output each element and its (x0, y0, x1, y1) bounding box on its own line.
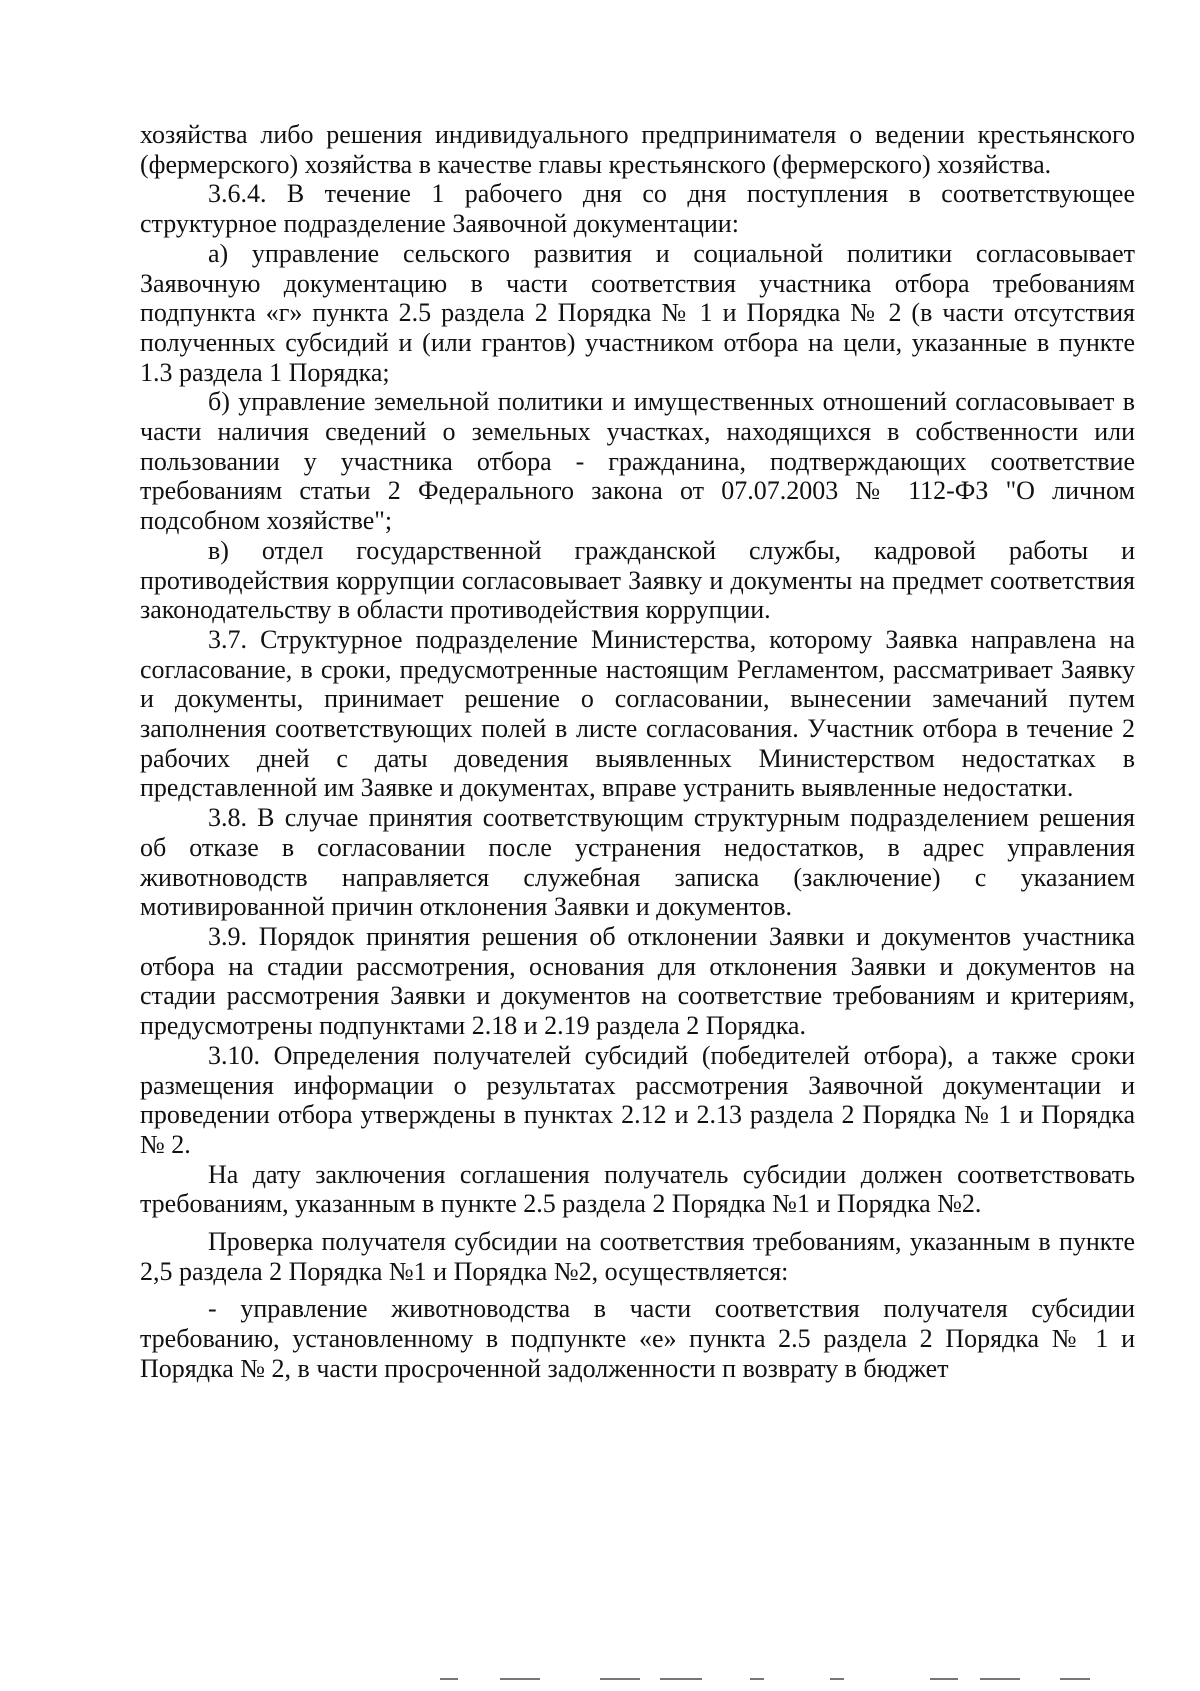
paragraph-3-10: 3.10. Определения получателей субсидий (победителей отбора), а также сроки размещения информации о результатах рассмотрения Заявочной документации и проведении отбора утверждены в пунктах 2.12 и 2.13 раздела 2 Порядка № 1 и Порядка № 2. (140, 1040, 1135, 1159)
paragraph-agreement-date: На дату заключения соглашения получатель субсидии должен соответствовать требованиям, указанным в пункте 2.5 раздела 2 Порядка №1 и Порядка №2. (140, 1159, 1135, 1219)
paragraph-verification: Проверка получателя субсидии на соответствия требованиям, указанным в пункте 2,5 раздела 2 Порядка №1 и Порядка №2, осуществляется: (140, 1227, 1135, 1286)
paragraph-livestock-department: - управление животноводства в части соответствия получателя субсидии требованию, установленному в подпункте «е» пункта 2.5 раздела 2 Порядка № 1 и Порядка № 2, в части просроченной задолженности п возврату в бюджет (140, 1294, 1135, 1383)
paragraph-item-a: а) управление сельского развития и социальной политики согласовывает Заявочную документацию в части соответствия участника отбора требованиям подпункта «г» пункта 2.5 раздела 2 Порядка № 1 и Порядка № 2 (в части отсутствия полученных субсидий и (или грантов) участником отбора на цели, указанные в пункте 1.3 раздела 1 Порядка; (140, 238, 1135, 387)
paragraph-continuation: хозяйства либо решения индивидуального предпринимателя о ведении крестьянского (фермерского) хозяйства в качестве главы крестьянского (фермерского) хозяйства. (140, 120, 1135, 179)
paragraph-3-8: 3.8. В случае принятия соответствующим структурным подразделением решения об отказе в согласовании после устранения недостатков, в адрес управления животноводств направляется служебная записка (заключение) с указанием мотивированной причин отклонения Заявки и документов. (140, 803, 1135, 922)
paragraph-3-6-4: 3.6.4. В течение 1 рабочего дня со дня поступления в соответствующее структурное подразделение Заявочной документации: (140, 179, 1135, 239)
paragraph-item-b: б) управление земельной политики и имущественных отношений согласовывает в части наличия сведений о земельных участках, находящихся в собственности или пользовании у участника отбора - гражданина, подтверждающих соответствие требованиям статьи 2 Федерального закона от 07.07.2003 № 112-ФЗ "О личном подсобном хозяйстве"; (140, 387, 1135, 536)
document-page (140, 120, 1135, 1384)
paragraph-item-v: в) отдел государственной гражданской службы, кадровой работы и противодействия коррупции согласовывает Заявку и документы на предмет соответствия законодательству в области противодействия коррупции. (140, 535, 1135, 625)
scan-artifact-marks (440, 1678, 1140, 1684)
paragraph-3-9: 3.9. Порядок принятия решения об отклонении Заявки и документов участника отбора на стадии рассмотрения, основания для отклонения Заявки и документов на стадии рассмотрения Заявки и документов на соответствие требованиям и критериям, предусмотрены подпунктами 2.18 и 2.19 раздела 2 Порядка. (140, 921, 1135, 1041)
paragraph-3-7: 3.7. Структурное подразделение Министерства, которому Заявка направлена на согласование, в сроки, предусмотренные настоящим Регламентом, рассматривает Заявку и документы, принимает решение о согласовании, вынесении замечаний путем заполнения соответствующих полей в листе согласования. Участник отбора в течение 2 рабочих дней с даты доведения выявленных Министерством недостатках в представленной им Заявке и документах, вправе устранить выявленные недостатки. (140, 624, 1135, 803)
